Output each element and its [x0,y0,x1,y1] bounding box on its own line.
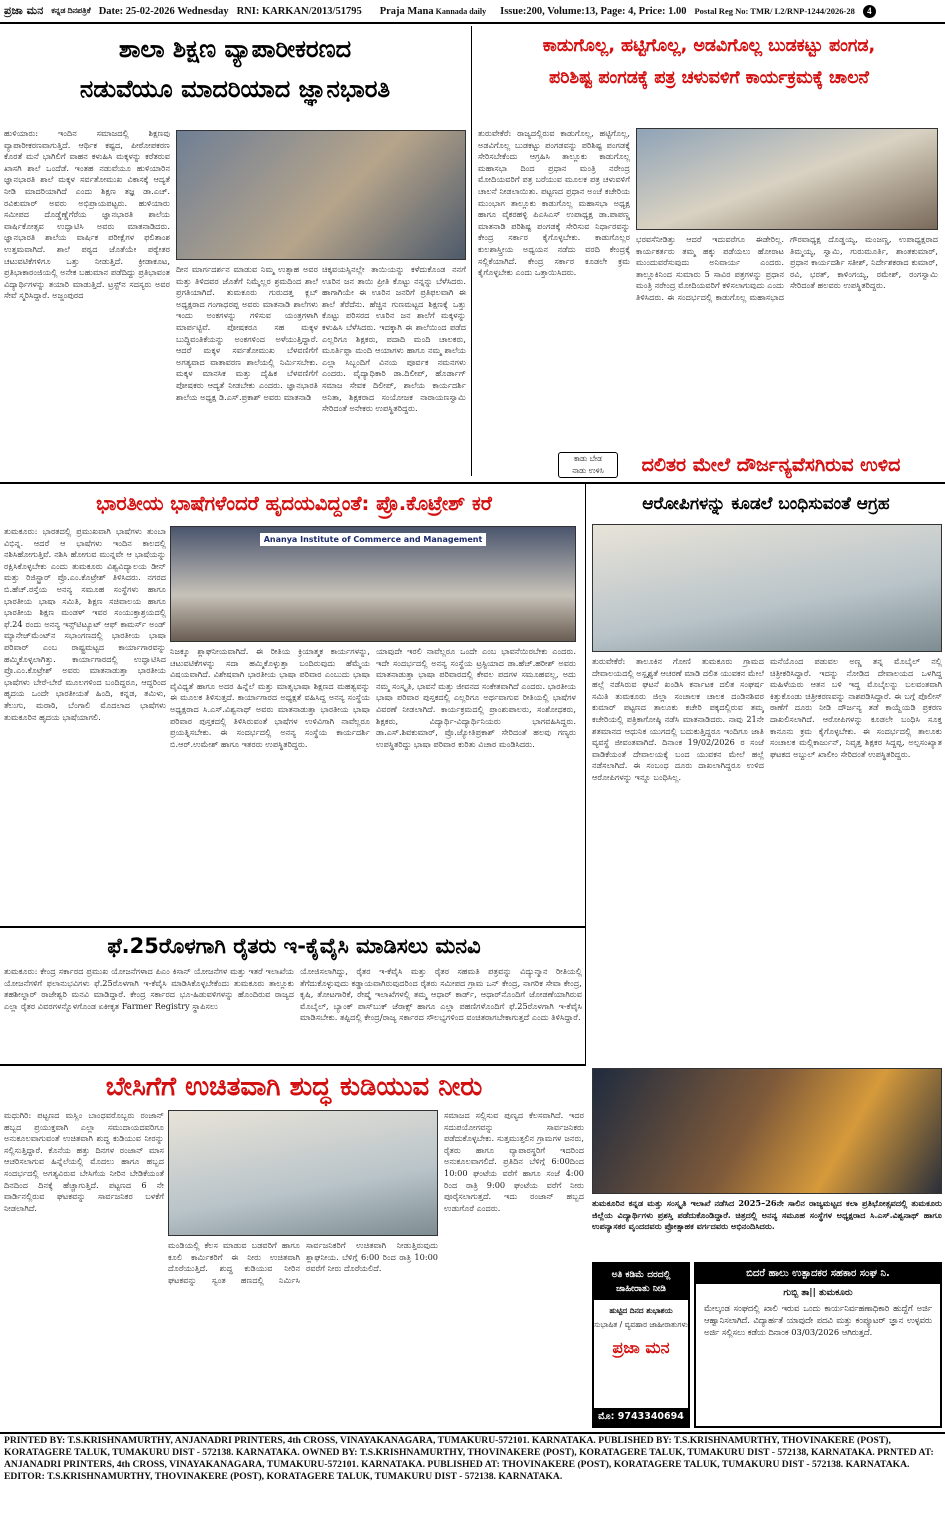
article3-col1: ತುರುವೇಕೆರೆ: ತಾಲೂಕಿನ ಗೋಣಿ ತುಮಕೂರು ಗ್ರಾಮದ ದೇವಾಲಯದಲ್ಲಿ ಅಸ್ಪೃಶ್ಯತೆ ಆಚರಣೆ ಮಾಡಿ ದಲಿತ ಯುವಕನ ಮೇಲೆ ಹಲ್ಲೆ ನಡೆಸಿರುವ ಘಟನೆ ಖಂಡಿಸಿ ಕರ್ನಾಟಕ ದಲಿತ ಸಂಘರ್ಷ ಸಮಿತಿ ತುಮಕೂರು ಜಿಲ್ಲಾ ಸಂಚಾಲಕ ಚಾಲಕ ದಂಡಿನಶಿವರ ಕುಮಾರ್ ಪಟ್ಟಣದ ತಾಲೂಕು ಕಚೇರಿ ಪಕ್ಕದಲ್ಲಿರುವ ತಮ್ಮ ಕಚೇರಿಯಲ್ಲಿ ಪತ್ರಿಕಾಗೋಷ್ಠಿ ನಡೆಸಿ ಮಾತನಾಡಿದರು. ನಾವು 21ನೇ ಶತಮಾನದ ಆಧುನಿಕ ಯುಗದಲ್ಲಿ ಬದುಕುತ್ತಿದ್ದರೂ ಇಂದಿಗೂ ಜಾತಿ ವ್ಯವಸ್ಥೆ ಜೀವಂತವಾಗಿದೆ. ದಿನಾಂಕ 19/02/2026 ರ ಸಂಜೆ ವಾಡಿಕೆಯಂತೆ ದೇವಾಲಯಕ್ಕೆ ಬಂದ ಯುವಕನ ಮೇಲೆ ಹಲ್ಲೆ ನಡೆಸಲಾಗಿದೆ. ಈ ಸಂಬಂಧ ದೂರು ದಾಖಲಾಗಿದ್ದರೂ ಉಳಿದ ಆರೋಪಿಗಳನ್ನು ಇನ್ನೂ ಬಂಧಿಸಿಲ್ಲ. [592,656,764,782]
masthead-tagline: ಕನ್ನಡ ದಿನಪತ್ರಿಕೆ [51,6,91,15]
article6-col3: ಸಮಾಜದ ಸಲ್ಲಿಸುವ ಪುಣ್ಯದ ಕೆಲಸವಾಗಿದೆ. ಇದರ ಸದುಪಯೋಗವನ್ನು ಸಾರ್ವಜನಿಕರು ಪಡೆದುಕೊಳ್ಳಬೇಕು. ಸುತ್ತಮುತ್ತಲಿನ ಗ್ರಾಮಗಳ ಜನರು, ರೈತರು ಹಾಗೂ ವ್ಯಾಪಾರಸ್ಥರಿಗೆ ಇದರಿಂದ ಅನುಕೂಲವಾಗಲಿದೆ. ಪ್ರತಿದಿನ ಬೆಳಿಗ್ಗೆ 6:00ದಿಂದ 10:00 ಘಂಟೆಯ ವರೆಗೆ ಹಾಗೂ ಸಂಜೆ 4:00 ರಿಂದ ರಾತ್ರಿ 9:00 ಘಂಟೆಯ ವರೆಗೆ ನೀರು ಪೂರೈಸಲಾಗುತ್ತದೆ. ಇದು ರಂಜಾನ್ ಹಬ್ಬದ ಉಡುಗೊರೆ ಎಂದರು. [444,1110,584,1213]
article4-banner-text: Ananya Institute of Commerce and Management [260,533,487,546]
ad2-heading: ಬಿದರೆ ಹಾಲು ಉತ್ಪಾದಕರ ಸಹಕಾರ ಸಂಘ ನಿ. [696,1264,940,1284]
page-number-badge: 4 [863,5,876,18]
ad1-phone: ಮೊ: 9743340694 [594,1408,688,1426]
masthead-issue: Issue:200, Volume:13, Page: 4, Price: 1.00 [500,5,687,17]
footer-imprint [4,1435,941,1521]
article1-headline-line1: ಶಾಲಾ ಶಿಕ್ಷಣ ವ್ಯಾಪಾರೀಕರಣದ [118,35,352,63]
masthead-rni: RNI: KARKAN/2013/51795 [236,5,362,17]
article2-headline-line1: ಕಾಡುಗೊಲ್ಲ, ಹಟ್ಟಿಗೊಲ್ಲ, ಅಡವಿಗೊಲ್ಲ ಬುಡಕಟ್ಟು ಪಂಗಡ, [542,36,876,56]
advertisement-box [694,1262,942,1428]
article1-headline [4,28,466,128]
article2-headline [476,28,942,124]
event-caption: ತುಮಕೂರಿನ ಕನ್ನಡ ಮತ್ತು ಸಂಸ್ಕೃತಿ ಇಲಾಖೆ ನಡೆಸಿದ 2025–26ನೇ ಸಾಲಿನ ರಾಜ್ಯಮಟ್ಟದ ಕಲಾ ಪ್ರತಿಭೋತ್ಸವದಲ್ಲಿ ತುಮಕೂರು ಜಿಲ್ಲೆಯ ವಿದ್ಯಾರ್ಥಿಗಳು ಪ್ರಶಸ್ತಿ ಪಡೆದುಕೊಂಡಿದ್ದಾರೆ. ಚಿತ್ರದಲ್ಲಿ ಅನನ್ಯ ಸಮೂಹ ಸಂಸ್ಥೆಗಳ ಅಧ್ಯಕ್ಷರಾದ ಸಿ.ಎಸ್.ವಿಶ್ವನಾಥ್ ಹಾಗೂ ಉಪನ್ಯಾಸಕರ ವೃಂದದವರು ಪ್ರೋತ್ಸಾಹಕ ವರ್ಗದವರು ಅಭಿನಂದಿಸಿದರು. [592,1198,942,1232]
article4-headline: ಭಾರತೀಯ ಭಾಷೆಗಳೆಂದರೆ ಹೃದಯವಿದ್ದಂತೆ: ಪ್ರೊ.ಕೊಟ್ರೇಶ್ ಕರೆ [96,492,492,515]
event-photo [592,1068,942,1194]
article4-col2: ನಿಜಕ್ಕೂ ಶ್ಲಾಘನೀಯವಾಗಿದೆ. ಈ ರೀತಿಯ ಕ್ರಿಯಾತ್ಮಕ ಕಾರ್ಯಗಳನ್ನು, ಚಟುವಟಿಕೆಗಳನ್ನು ಸದಾ ಹಮ್ಮಿಕೊಳ್ಳುತ್ತಾ ಬಂದಿರುವುದು ಹೆಮ್ಮೆಯ ವಿಷಯವಾಗಿದೆ. ವಿಶೇಷವಾಗಿ ಭಾರತೀಯ ಭಾಷಾ ಪರಿವಾರ ಎಂಬುದು ಭಾಷಾ ವೈವಿಧ್ಯತೆ ಹಾಗೂ ಅದರ ಹಿನ್ನೆಲೆ ಮತ್ತು ಮಾತೃಭಾಷಾ ಶಿಕ್ಷಣದ ಮಹತ್ವವನ್ನು ಈ ಮೂಲಕ ತಿಳಿಸುತ್ತದೆ. ಕಾರ್ಯಾಗಾರದ ಅಧ್ಯಕ್ಷತೆ ವಹಿಸಿದ್ದ ಅನನ್ಯ ಸಂಸ್ಥೆಯ ಅಧ್ಯಕ್ಷರಾದ ಸಿ.ಎಸ್.ವಿಶ್ವನಾಥ್ ಅವರು ಮಾತನಾಡುತ್ತಾ ಭಾರತೀಯ ಭಾಷಾ ಪರಿವಾರ ಪುಸ್ತಕದಲ್ಲಿ ತಿಳಿಸಿರುವಂತೆ ಭಾಷೆಗಳ ಉಳಿವಿಗಾಗಿ ನಾವೆಲ್ಲರೂ ಪ್ರಯತ್ನಿಸಬೇಕು. ಈ ಸಂದರ್ಭದಲ್ಲಿ ಅನನ್ಯ ಸಂಸ್ಥೆಯ ಕಾರ್ಯದರ್ಶಿ ಬಿ.ಆರ್.ಉಮೇಶ್ ಹಾಗೂ ಇತರರು ಉಪಸ್ಥಿತರಿದ್ದರು. [170,646,370,749]
article4-col3: ಯಾವುದೇ ಇರಲಿ ನಾವೆಲ್ಲರೂ ಒಂದೇ ಎಂಬ ಭಾವನೆಯಿರಬೇಕು ಎಂದರು. ಇದೇ ಸಂದರ್ಭದಲ್ಲಿ ಅನನ್ಯ ಸಂಸ್ಥೆಯ ಟ್ರಸ್ಟಿಯಾದ ಡಾ.ಹೆಚ್.ಹರೀಶ್ ಅವರು ಮಾತನಾಡುತ್ತಾ ಭಾಷಾ ಪರಿವಾರದಲ್ಲಿ ಕೇವಲ ಪದಗಳ ಸಮೂಹವಲ್ಲ, ಅದು ನಮ್ಮ ಸಂಸ್ಕೃತಿ, ಭಾವನೆ ಮತ್ತು ಜೀವನದ ಸಂಕೇತವಾಗಿದೆ ಎಂದರು. ಭಾರತೀಯ ಭಾಷಾ ಪರಿವಾರ ಪುಸ್ತಕದಲ್ಲಿ ಎಲ್ಲರಿಗೂ ಅರ್ಥವಾಗುವ ರೀತಿಯಲ್ಲಿ ಭಾಷೆಗಳ ವಿವರಣೆ ನೀಡಲಾಗಿದೆ. ಕಾರ್ಯಕ್ರಮದಲ್ಲಿ ಪ್ರಾಂಶುಪಾಲರು, ಸಂಶೋಧಕರು, ಶಿಕ್ಷಕರು, ವಿದ್ಯಾರ್ಥಿ-ವಿದ್ಯಾರ್ಥಿನಿಯರು ಭಾಗವಹಿಸಿದ್ದರು. ಡಾ.ಎಸ್.ಶಿವಕುಮಾರ್, ಪ್ರೊ.ಜ್ಯೋತಿಪ್ರಕಾಶ್ ಸೇರಿದಂತೆ ಹಲವು ಗಣ್ಯರು ಉಪಸ್ಥಿತರಿದ್ದು ಭಾಷಾ ಪರಿವಾರ ಕುರಿತು ವಿಚಾರ ಮಂಡಿಸಿದರು. [376,646,576,749]
section-rule [0,482,945,484]
article3-photo [592,524,942,652]
article5-col1: ತುಮಕೂರು: ಕೇಂದ್ರ ಸರ್ಕಾರದ ಪ್ರಮುಖ ಯೋಜನೆಗಳಾದ ಪಿಎಂ ಕಿಸಾನ್ ಯೋಜನೆಗಳ ಮತ್ತು ಇತರೆ ಇಲಾಖೆಯ ಯೋಜನೆಗಳಿಗೆ ಫಲಾನುಭವಿಗಳು ಫೆ.25ರೊಳಗಾಗಿ ಇ-ಕೆವೈಸಿ ಮಾಡಿಸಿಕೊಳ್ಳಬೇಕೆಂದು ತುಮಕೂರು ತಾಲ್ಲೂಕು ತಹಶೀಲ್ದಾರ್ ರಾಜೇಶ್ವರಿ ಮನವಿ ಮಾಡಿದ್ದಾರೆ. ಕೇಂದ್ರ ಸರ್ಕಾರದ ಭೂ-ಹಿಡುವಳಿಗಳನ್ನು ಹೊಂದಿರುವ ರಾಜ್ಯದ ಎಲ್ಲಾ ರೈತರ ವಿವರಗಳನ್ನೊಳಗೊಂಡ ಏಕೀಕೃತ Farmer Registry ಸ್ಥಾಪಿಸಲು [4,966,294,1011]
article4-col1: ತುಮಕೂರು: ಭಾರತದಲ್ಲಿ ಪ್ರಮುಖವಾಗಿ ಭಾಷೆಗಳು ತುಂಬಾ ವಿಭಿನ್ನ. ಆದರೆ ಆ ಭಾಷೆಗಳು ಇಂದಿನ ಕಾಲದಲ್ಲಿ ನಶಿಸಿಹೋಗುತ್ತಿವೆ. ನಶಿಸಿ ಹೋಗುವ ಮುನ್ನವೇ ಆ ಭಾಷೆಯನ್ನು ರಕ್ಷಿಸಿಕೊಳ್ಳಬೇಕು ಎಂದು ತುಮಕೂರು ವಿಶ್ವವಿದ್ಯಾಲಯ ಡೀನ್ ಮತ್ತು ರಿಜಿಸ್ಟ್ರಾರ್ ಪ್ರೊ.ಎಂ.ಕೊಟ್ರೇಶ್ ತಿಳಿಸಿದರು. ನಗರದ ಬಿ.ಹೆಚ್.ರಸ್ತೆಯ ಅನನ್ಯ ಸಮೂಹ ಸಂಸ್ಥೆಗಳು ಹಾಗೂ ಭಾರತೀಯ ಭಾಷಾ ಸಮಿತಿ, ಶಿಕ್ಷಣ ಸಚಿವಾಲಯ ಹಾಗೂ ಭಾರತೀಯ ಶಿಕ್ಷಣ ಮಂಡಳ್ ಇವರ ಸಂಯುಕ್ತಾಶ್ರಯದಲ್ಲಿ ಫೆ.24 ರಂದು ಅನನ್ಯ ಇನ್ಸ್‌ಟಿಟ್ಯೂಟ್ ಆಫ್ ಕಾಮರ್ಸ್ ಅಂಡ್ ಮ್ಯಾನೇಜ್‌ಮೆಂಟ್‌ನ ಸಭಾಂಗಣದಲ್ಲಿ ಭಾರತೀಯ ಭಾಷಾ ಪರಿವಾರ್ ಎಂಬ ರಾಷ್ಟ್ರಮಟ್ಟದ ಕಾರ್ಯಾಗಾರವನ್ನು ಹಮ್ಮಿಕೊಳ್ಳಲಾಗಿತ್ತು. ಕಾರ್ಯಾಗಾರದಲ್ಲಿ ಉದ್ಘಾಟಿಸಿದ ಪ್ರೊ.ಎಂ.ಕೊಟ್ರೇಶ್ ಅವರು ಮಾತನಾಡುತ್ತಾ ಭಾರತೀಯ ಭಾಷೆಗಳು ಬೇರೆ-ಬೇರೆ ಮೂಲಗಳಿಂದ ಬಂದಿದ್ದರೂ, ಆದ್ದರಿಂದ ಹೃದಯ ಒಂದೇ ಭಾರತೀಯತೆ ಹಿಂದಿ, ಕನ್ನಡ, ತಮಿಳು, ತೆಲುಗು, ಮರಾಠಿ, ಬೆಂಗಾಲಿ ಮೊದಲಾದ ಭಾಷೆಗಳು ತುಮಕೂರಿನ ಹೃದಯ ಭಾಷೆಯಾಗಲಿ. [4,526,166,722]
ad1-line1: ಹುಟ್ಟಿದ ದಿನದ ಶುಭಾಶಯ [609,1306,673,1315]
article3-subheadline: ಆರೋಪಿಗಳನ್ನು ಕೂಡಲೆ ಬಂಧಿಸುವಂತೆ ಆಗ್ರಹ [642,494,890,514]
footer-text: PRINTED BY: T.S.KRISHNAMURTHY, ANJANADRI PRINTERS, 4th CROSS, VINAYAKANAGARA, TUMAKURU-572101. KARNATAKA. PUBLISHED BY: T.S.KRISHNAMURTHY, THOVINAKERE (POST), KORATAGERE TALUK, TUMAKURU DIST - 572138. KARNATAKA. OWNED BY: T.S.KRISHNAMURTHY, THOVINAKERE (POST), KORATAGERE TALUK, TUMAKURU DIST - 572138, KARNATAKA. PRNTED AT: ANJANADRI PRINTERS, 4th CROSS, VINAYAKANAGARA, TUMAKURU-572101. KARNATAKA. PUBLISHED AT: THOVINAKERE (POST), KORATAGERE TALUK, TUMAKURU DIST - 572138. KARNATAKA. [4,1435,934,1470]
footer-editor: EDITOR: T.S.KRISHNAMURTHY, THOVINAKERE (POST), KORATAGERE TALUK, TUMAKURU DIST - 572138. KARNATAKA. [4,1471,563,1482]
article2-photo [636,128,938,230]
article6-col2: ಮಂಡಿಯಲ್ಲಿ ಕೆಲಸ ಮಾಡುವ ಬಡವರಿಗೆ ಹಾಗೂ ಕೂಲಿ ಕಾರ್ಮಿಕರಿಗೆ ಈ ನೀರು ಉಚಿತವಾಗಿ ದೊರೆಯುತ್ತಿದೆ. ಶುದ್ಧ ಕುಡಿಯುವ ನೀರಿನ ಘಟಕವನ್ನು ಸ್ವಂತ ಹಣದಲ್ಲಿ ನಿರ್ಮಿಸಿ ಸಾರ್ವಜನಿಕರಿಗೆ ಉಚಿತವಾಗಿ ನೀಡುತ್ತಿರುವುದು ಶ್ಲಾಘನೀಯ. ಬೆಳಿಗ್ಗೆ 6:00 ರಿಂದ ರಾತ್ರಿ 10:00 ರವರೆಗೆ ನೀರು ದೊರೆಯಲಿದೆ. [168,1240,438,1285]
article2-col1: ತುರುವೇಕೆರೆ: ರಾಜ್ಯದಲ್ಲಿರುವ ಕಾಡುಗೊಲ್ಲ, ಹಟ್ಟಿಗೊಲ್ಲ, ಅಡವಿಗೊಲ್ಲ ಬುಡಕಟ್ಟು ಪಂಗಡವನ್ನು ಪರಿಶಿಷ್ಟ ಪಂಗಡಕ್ಕೆ ಸೇರಿಸಬೇಕೆಂದು ಆಗ್ರಹಿಸಿ ತಾಲ್ಲೂಕು ಕಾಡುಗೊಲ್ಲ ಮಹಾಸಭಾ ದಿಂದ ಪ್ರಧಾನ ಮಂತ್ರಿ ನರೇಂದ್ರ ಮೋದಿಯವರಿಗೆ ಪತ್ರ ಬರೆಯುವ ಮೂಲಕ ಪತ್ರ ಚಳುವಳಿಗೆ ಚಾಲನೆ ನೀಡಲಾಯಿತು. ಪಟ್ಟಣದ ಪ್ರಧಾನ ಅಂಚೆ ಕಚೇರಿಯ ಮುಂಭಾಗ ತಾಲ್ಲೂಕು ಕಾಡುಗೊಲ್ಲ ಮಹಾಸಭಾ ಅಧ್ಯಕ್ಷ ಹಾಗೂ ವೈಕರಹಳ್ಳಿ ಪಿಎಸಿಎಸ್ ಉಪಾಧ್ಯಕ್ಷ ಡಾ.ಪಾಪಣ್ಣ ಮಾತನಾಡಿ ಪರಿಶಿಷ್ಟ ಪಂಗಡಕ್ಕೆ ಸೇರಿಸುವ ನಿರ್ಧಾರವನ್ನು ಕೇಂದ್ರ ಸರ್ಕಾರ ಕೈಗೊಳ್ಳಬೇಕು. ಕಾಡುಗೊಲ್ಲರ ಕುಲಶಾಸ್ತ್ರೀಯ ಅಧ್ಯಯನ ನಡೆದು ವರದಿ ಕೇಂದ್ರಕ್ಕೆ ಸಲ್ಲಿಕೆಯಾಗಿದೆ. ಕೇಂದ್ರ ಸರ್ಕಾರ ಕೂಡಲೇ ಕ್ರಮ ಕೈಗೊಳ್ಳಬೇಕು ಎಂದು ಒತ್ತಾಯಿಸಿದರು. [478,128,630,278]
masthead-paper-sub: Kannada daily [435,6,487,16]
article6-photo [168,1110,438,1236]
ad1-line2: ಸುಭಾಷಿತ / ವ್ಯವಹಾರ ಜಾಹೀರಾತುಗಳು [594,1320,688,1329]
column-divider [585,484,586,1064]
article6-headline: ಬೇಸಿಗೆಗೆ ಉಚಿತವಾಗಿ ಶುದ್ಧ ಕುಡಿಯುವ ನೀರು [105,1072,483,1102]
ad2-sub: ಗುಬ್ಬಿ ತಾ|| ತುಮಕೂರು [783,1288,853,1298]
article2-col2: ಭರವಸೆನೀಡಿತ್ತು ಆದರೆ ಇದುವರೆಗೂ ಈಡೇರಿಲ್ಲ. ಕಾರ್ಯಕರ್ತರು ತಮ್ಮ ಹಕ್ಕು ಪಡೆಯಲು ಹೋರಾಟ ಮುಂದುವರೆಸುವುದು ಅನಿವಾರ್ಯ ಎಂದರು. ತಾಲ್ಲೂಕಿನಿಂದ ಸುಮಾರು 5 ಸಾವಿರ ಪತ್ರಗಳನ್ನು ಪ್ರಧಾನ ಮಂತ್ರಿ ನರೇಂದ್ರ ಮೋದಿಯವರಿಗೆ ಕಳಿಸಲಾಗುವುದು ಎಂದು ತಿಳಿಸಿದರು. ಈ ಸಂದರ್ಭದಲ್ಲಿ ಕಾಡುಗೊಲ್ಲ ಮಹಾಸಭಾದ ಗೌರವಾಧ್ಯಕ್ಷ ದೊಡ್ಡಯ್ಯ, ಮಂಜಣ್ಣ, ಉಪಾಧ್ಯಕ್ಷರಾದ ತಿಮ್ಮಯ್ಯ, ಸ್ವಾಮಿ, ಗುರುಮೂರ್ತಿ, ಶಾಂತಕುಮಾರ್, ಪ್ರಧಾನ ಕಾರ್ಯದರ್ಶಿ ಸತೀಶ್, ನಿರ್ದೇಶಕರಾದ ಕುಮಾರ್, ರವಿ, ಭರತ್, ಕಾಳಿಂಗಯ್ಯ, ರಮೇಶ್, ರಂಗಸ್ವಾಮಿ ಸೇರಿದಂತೆ ಹಲವರು ಉಪಸ್ಥಿತರಿದ್ದರು. [636,234,938,302]
masthead [0,0,945,24]
article5-headline: ಫೆ.25ರೊಳಗಾಗಿ ರೈತರು ಇ-ಕೈವೈಸಿ ಮಾಡಿಸಲು ಮನವಿ [107,934,481,958]
footer-rule [0,1432,945,1434]
article2-caption-box: ಕಾಡು ಬೇಡ ನಾಡು ಉಳಿಸಿ [558,452,618,478]
masthead-date: Date: 25-02-2026 Wednesday [98,5,229,17]
article1-col2: ದೀನ ಮಾರ್ಗದರ್ಶನ ಮಾಡುವ ನಿಮ್ಮ ಉತ್ಸಾಹ ಅವರ ಮತ್ತು ತಿಳಿದವರ ಜೊತೆಗೆ ನಿಮ್ಮೆಲ್ಲರ ಶ್ರಮದಿಂದ ಶಾಲೆ ಪ್ರಗತಿಯಾಗಿದೆ. ತುಮಕೂರು ಗುರುದತ್ತ ಕ್ಲಬ್ ಅಧ್ಯಕ್ಷರಾದ ಗಂಗಾಧರಪ್ಪ ಅವರು ಮಾತನಾಡಿ ಶಾಲೆಗಳು ಇಂದು ಅಂಕಗಳನ್ನು ಗಳಿಸುವ ಯಂತ್ರಗಳಾಗಿ ಮಾರ್ಪಟ್ಟಿವೆ. ಪೋಷಕರೂ ಸಹ ಮಕ್ಕಳ ಬುದ್ಧಿವಂತಿಕೆಯನ್ನು ಅಂಕಗಳಿಂದ ಅಳೆಯುತ್ತಿದ್ದಾರೆ. ಆದರೆ ಮಕ್ಕಳ ಸರ್ವತೋಮುಖ ಬೆಳವಣಿಗೆಗೆ ಅಗತ್ಯವಾದ ವಾತಾವರಣ ಶಾಲೆಯಲ್ಲಿ ನಿರ್ಮಿಸಬೇಕು. ಮಕ್ಕಳ ಮಾನಸಿಕ ಮತ್ತು ದೈಹಿಕ ಬೆಳವಣಿಗೆಗೆ ಪೋಷಕರು ಆದ್ಯತೆ ನೀಡಬೇಕು ಎಂದರು. ಜ್ಞಾನಭಾರತಿ ಶಾಲೆಯ ಅಧ್ಯಕ್ಷ ಡಿ.ಎಸ್.ಪ್ರಕಾಶ್ ಅವರು ಮಾತನಾಡಿ [176,264,318,402]
article3-col2: ಮನೆಯೊಂದ ಪಡುವಲ ಅಣ್ಣ ತನ್ನ ಮೊಬೈಲ್ ನಲ್ಲಿ ಚಿತ್ರೀಕರಿಸಿದ್ದಾರೆ. ಇದನ್ನು ನೋಡಿದ ದೇವಾಲಯದ ಒಳಗಿದ್ದ ಮಹಿಳೆಯರು ಆತನ ಬಳಿ ಇದ್ದ ಮೊಬೈಲನ್ನು ಬಲವಂತವಾಗಿ ಕಿತ್ತುಕೊಂಡು ಚಿತ್ರೀಕರಣವನ್ನು ನಾಶಪಡಿಸಿದ್ದಾರೆ. ಈ ಬಗ್ಗೆ ಪೊಲೀಸ್ ಠಾಣೆಗೆ ದೂರು ನೀಡಿ ದೌರ್ಜನ್ಯ ತಡೆ ಕಾಯ್ದೆಯಡಿ ಪ್ರಕರಣ ದಾಖಲಿಸಲಾಗಿದೆ. ಆರೋಪಿಗಳನ್ನು ಕೂಡಲೇ ಬಂಧಿಸಿ ಸೂಕ್ತ ಕಾನೂನು ಕ್ರಮ ಕೈಗೊಳ್ಳಬೇಕು. ಈ ಸಂದರ್ಭದಲ್ಲಿ ತಾಲೂಕು ಸಂಚಾಲಕ ಮಲ್ಲಿಕಾರ್ಜುನ್, ನಿವೃತ್ತ ಶಿಕ್ಷಕರ ಸಿದ್ದಪ್ಪ, ಅಲ್ಪಸಂಖ್ಯಾತ ಘಟಕದ ಅಬ್ದುಲ್ ಖಾಲೀಂ ಸೇರಿದಂತೆ ಉಪಸ್ಥಿತರಿದ್ದರು. [770,656,942,759]
ad1-logo: ಪ್ರಜಾ ಮನ [612,1338,670,1357]
masthead-postal: Postal Reg No: TMR/ L2/RNP-1244/2026-28 [694,6,855,16]
article5-col2: ಯೋಜಿಸಲಾಗಿದ್ದು, ರೈತರ ಇ-ಕೆವೈಸಿ ಮತ್ತು ರೈತರ ಸಹಮತಿ ಪತ್ರವನ್ನು ವಿದ್ಯುನ್ಮಾನ ರೀತಿಯಲ್ಲಿ ತೆಗೆದುಕೊಳ್ಳುವುದು ಕಡ್ಡಾಯವಾಗಿರುವುದರಿಂದ ರೈತರು ಸಮೀಪದ ಗ್ರಾಮ ಒನ್ ಕೇಂದ್ರ, ನಾಗರಿಕ ಸೇವಾ ಕೇಂದ್ರ, ಕೃಷಿ, ತೋಟಗಾರಿಕೆ, ರೇಷ್ಮೆ ಇಲಾಖೆಗಳಲ್ಲಿ ತಮ್ಮ ಆಧಾರ್ ಕಾರ್ಡ್, ಆಧಾರ್‌ನೊಂದಿಗೆ ಜೋಡಣೆಯಾಗಿರುವ ಮೊಬೈಲ್, ಬ್ಯಾಂಕ್ ಪಾಸ್‌ಬುಕ್ ಜೆರಾಕ್ಸ್ ಹಾಗೂ ಎಲ್ಲಾ ಪಹಣಿಗಳೊಂದಿಗೆ ಫೆ.25ರೊಳಗಾಗಿ ಇ-ಕೆವೈಸಿ ಮಾಡಿಸಬೇಕು. ತಪ್ಪಿದಲ್ಲಿ ಕೇಂದ್ರ/ರಾಜ್ಯ ಸರ್ಕಾರದ ಸೌಲಭ್ಯಗಳಿಂದ ವಂಚಿತರಾಗಬೇಕಾಗುತ್ತದೆ ಎಂದು ತಿಳಿಸಿದ್ದಾರೆ. [300,966,582,1023]
article1-photo [176,130,466,260]
article1-col3: ಚಿಕ್ಕವಯಸ್ಸಿನಲ್ಲೇ ತಾಯಿಯನ್ನು ಕಳೆದುಕೊಂಡ ನನಗೆ ಊರಿನ ಜನ ತಾಯಿ ಪ್ರೀತಿ ಕೊಟ್ಟು ನನ್ನನ್ನು ಬೆಳೆಸಿದರು. ಹಾಗಾಗಿಯೇ ಈ ಊರಿನ ಜನರಿಗೆ ಪ್ರತಿಫಲವಾಗಿ ಈ ಶಾಲೆ ತೆರೆದೆನು. ಹೆಚ್ಚಿನ ಗುಣಮಟ್ಟದ ಶಿಕ್ಷಣಕ್ಕೆ ಒತ್ತು ಕೊಟ್ಟು ಪರಿಸರದ ಊರಿನ ಜನ ಶಾಲೆಗೆ ಮಕ್ಕಳನ್ನು ಕಳುಹಿಸಿ ಬೆಳೆಸಿದರು. ಇದಕ್ಕಾಗಿ ಈ ಶಾಲೆಯಿಂದ ಪಡೆದ ಎಲ್ಲರಿಗೂ ಶಿಕ್ಷಕರು, ಪದಾದಿ ಮಂದಿ ಚಾಲಕರು, ಮೂರ್ತಿಪ್ಪಾ ಮಂದಿ ಆಯಾಗಳು ಹಾಗೂ ನಮ್ಮ ಶಾಲೆಯ ಎಲ್ಲಾ ಸಿಬ್ಬಂದಿಗೆ ವಿನಯ ಪೂರ್ವಕ ನಮನಗಳು ಎಂದರು. ವೈದ್ಯಾಧಿಕಾರಿ ಡಾ.ದಿಲೀಪ್, ಹೊರ್ಡಾಗ್ ಸಮಾಜ ಸೇವಕ ದಿಲೀಪ್, ಶಾಲೆಯ ಕಾರ್ಯದರ್ಶಿ ಅನಿತಾ, ಶಿಕ್ಷಕರಾದ ಸಂಯೋಜಕ ನಾರಾಯಣಸ್ವಾಮಿ ಸೇರಿದಂತೆ ಅನೇಕರು ಉಪಸ್ಥಿತರಿದ್ದರು. [322,264,466,414]
ad2-body: ಮೇಲ್ಕಂಡ ಸಂಘದಲ್ಲಿ ಖಾಲಿ ಇರುವ ಒಂದು ಕಾರ್ಯನಿರ್ವಹಣಾಧಿಕಾರಿ ಹುದ್ದೆಗೆ ಅರ್ಜಿ ಆಹ್ವಾನಿಸಲಾಗಿದೆ. ವಿದ್ಯಾರ್ಹತೆ ಯಾವುದೇ ಪದವಿ ಮತ್ತು ಕಂಪ್ಯೂಟರ್ ಜ್ಞಾನ ಉಳ್ಳವರು ಅರ್ಜಿ ಸಲ್ಲಿಸಲು ಕಡೆಯ ದಿನಾಂಕ 03/03/2026 ಆಗಿರುತ್ತದೆ. [704,1303,932,1337]
article1-col1: ಹುಳಿಯಾರು: ಇಂದಿನ ಸಮಾಜದಲ್ಲಿ ಶಿಕ್ಷಣವು ವ್ಯಾಪಾರೀಕರಣವಾಗುತ್ತಿದೆ. ಆರ್ಥಿಕ ಕಷ್ಟದ, ಪೀಠೋಪಕರಣ ಕೊರತೆ ಮನೆ ಭಾಗಿಲಿಗೆ ವಾಹನ ಕಳುಹಿಸಿ ಮಕ್ಕಳನ್ನು ಕರೆತರುವ ಖಾಸಗಿ ಶಾಲೆ ಒಂದೆಡೆ. ಇಂತಹ ನಡುವೆಯೂ ಹುಳಿಯಾರಿನ ಜ್ಞಾನಭಾರತಿ ಶಾಲೆ ಮಕ್ಕಳ ಸರ್ವತೋಮುಖ ವಿಕಾಸಕ್ಕೆ ಆದ್ಯತೆ ನೀಡಿ ಮಾದರಿಯಾಗಿದೆ ಎಂದು ಶಿಕ್ಷಣ ತಜ್ಞ ಡಾ.ಎಚ್. ರವಿಕುಮಾರ್ ಅವರು ಅಭಿಪ್ರಾಯಪಟ್ಟರು. ಹುಳಿಯಾರು ಸಮೀಪದ ದೊಡ್ಡೆಣ್ಣೆಗೆರೆಯ ಜ್ಞಾನಭಾರತಿ ಶಾಲೆಯ ವಾರ್ಷಿಕೋತ್ಸವ ಉದ್ಘಾಟಿಸಿ ಅವರು ಮಾತನಾಡಿದರು. ಜ್ಞಾನಭಾರತಿ ಶಾಲೆಯ ವಾರ್ಷಿಕ ಪರೀಕ್ಷೆಗಳ ಫಲಿತಾಂಶ ಉತ್ತಮವಾಗಿದೆ. ಶಾಲೆ ಪಠ್ಯದ ಜೊತೆಯೇ ಪಠ್ಯೇತರ ಚಟುವಟಿಕೆಗಳಿಗೂ ಒತ್ತು ನೀಡುತ್ತಿದೆ. ಕ್ರೀಡಾಕೂಟ, ಪ್ರತಿಭಾಕಾರಂಜಿಯಲ್ಲಿ ಅನೇಕ ಬಹುಮಾನ ಪಡೆದಿದ್ದು ಪ್ರತಿಭಾವಂತ ವಿದ್ಯಾರ್ಥಿಗಳನ್ನು ತಯಾರಿ ಮಾಡುತ್ತಿದೆ. ಟ್ರಸ್ಟ್‌ನ ಸದಸ್ಯರು ಅವರ ಸೇವೆ ಸ್ಮರಿಸಿದ್ದಾರೆ. ಅಜ್ಜಂಪುರದ [4,128,170,301]
masthead-paper-name: Praja Mana [379,5,434,17]
masthead-logo: ಪ್ರಜಾ ಮನ [4,4,44,17]
ad1-heading: ಅತಿ ಕಡಿಮೆ ದರದಲ್ಲಿ ಜಾಹೀರಾತು ನೀಡಿ [594,1264,688,1300]
column-divider [471,26,472,476]
article2-headline-line2: ಪರಿಶಿಷ್ಟ ಪಂಗಡಕ್ಕೆ ಪತ್ರ ಚಳುವಳಿಗೆ ಕಾರ್ಯಕ್ರಮಕ್ಕೆ ಚಾಲನೆ [549,67,869,88]
advertisement-box [592,1262,690,1428]
article6-col1: ಮಧುಗಿರಿ: ಪಟ್ಟಣದ ಮಸ್ಲಿಂ ಬಾಂಧವರೊಬ್ಬರು ರಂಜಾನ್ ಹಬ್ಬದ ಪ್ರಯುಕ್ತವಾಗಿ ಎಲ್ಲಾ ಸಮುದಾಯದವರಿಗೂ ಅನುಕೂಲವಾಗುವಂತೆ ಉಚಿತವಾಗಿ ಶುದ್ಧ ಕುಡಿಯುವ ನೀರನ್ನು ಸಲ್ಲಿಸುತ್ತಿದ್ದಾರೆ. ಕೊನೆಯ ಹತ್ತು ದಿನಗಳ ರಂಜಾನ್ ಮಾಸ ಆಚರಿಸಲಾಗುವ ಹಿನ್ನೆಲೆಯಲ್ಲಿ ಮೊದಲು ಹಾಗೂ ಹಬ್ಬದ ಸಂದರ್ಭದಲ್ಲಿ ಅಗತ್ಯವಿರುವ ಬೇಸಿಗೆಯ ನೀರಿನ ಬೇಡಿಕೆಯಂತೆ ದಿನದಿಂದ ದಿನಕ್ಕೆ ಹೆಚ್ಚಾಗುತ್ತಿದೆ. ಪಟ್ಟಣದ 6 ನೇ ವಾರ್ಡಿನಲ್ಲಿರುವ ಘಟಕವನ್ನು ಸಾರ್ವಜನಿಕರ ಬಳಕೆಗೆ ನೀಡಲಾಗಿದೆ. [4,1110,164,1213]
article3-headline: ದಲಿತರ ಮೇಲೆ ದೌರ್ಜನ್ಯವೆಸಗಿರುವ ಉಳಿದ [641,454,901,476]
article1-headline-line2: ನಡುವೆಯೂ ಮಾದರಿಯಾದ ಜ್ಞಾನಭಾರತಿ [79,75,391,103]
